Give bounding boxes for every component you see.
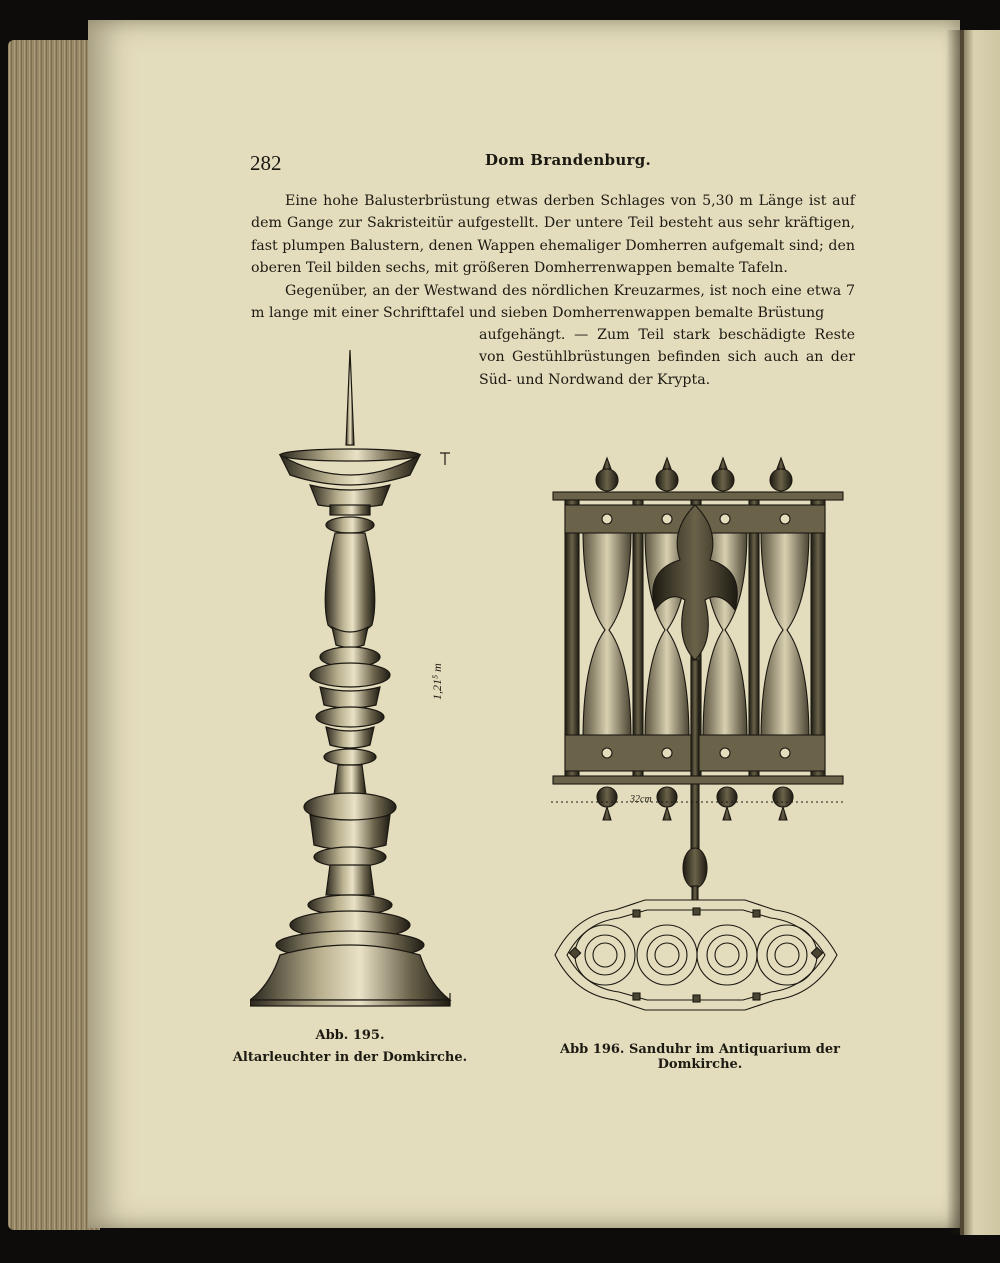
figure-195-title: Altarleuchter in der Domkirche. — [232, 1050, 468, 1065]
book-page-edges — [8, 40, 100, 1230]
figure-195-number: Abb. 195. — [315, 1028, 385, 1043]
figure-195-caption — [220, 1025, 480, 1069]
candlestick-illustration — [250, 345, 460, 1015]
next-page-edge — [960, 30, 1000, 1235]
paragraph-2-column: aufgehängt. — Zum Teil stark beschädigte Reste von Gestühlbrüstungen befinden sich auch an der Süd- und Nordwand der Krypta. — [479, 327, 855, 388]
spine-shadow — [946, 30, 964, 1235]
paragraph-2-full-width: Gegenüber, an der Westwand des nördlichen Kreuzarmes, ist noch eine etwa 7 m lange mit einer Schrifttafel und sieben Domherrenwappen bemalte Brüstung — [251, 283, 855, 322]
hourglass-illustration — [545, 450, 850, 1030]
hourglass-dimension-label: 32cm — [630, 794, 652, 805]
page-number: 282 — [250, 151, 282, 175]
running-head: Dom Brandenburg. — [485, 151, 652, 169]
paragraph-1: Eine hohe Balusterbrüstung etwas derben Schlages von 5,30 m Länge ist auf dem Gange zur Sakristeitür aufgestellt. Der untere Teil besteht aus sehr kräftigen, fast plumpen Balustern, denen Wappen ehemaliger Domherren aufgemalt sind; den oberen Teil bilden sechs, mit größeren Domherrenwappen bemalte Tafeln. — [251, 193, 855, 277]
candlestick-dimension-label: 1,21⁵ m — [430, 663, 444, 700]
figure-196-caption: Abb 196. Sanduhr im Antiquarium der Domkirche. — [559, 1042, 840, 1072]
